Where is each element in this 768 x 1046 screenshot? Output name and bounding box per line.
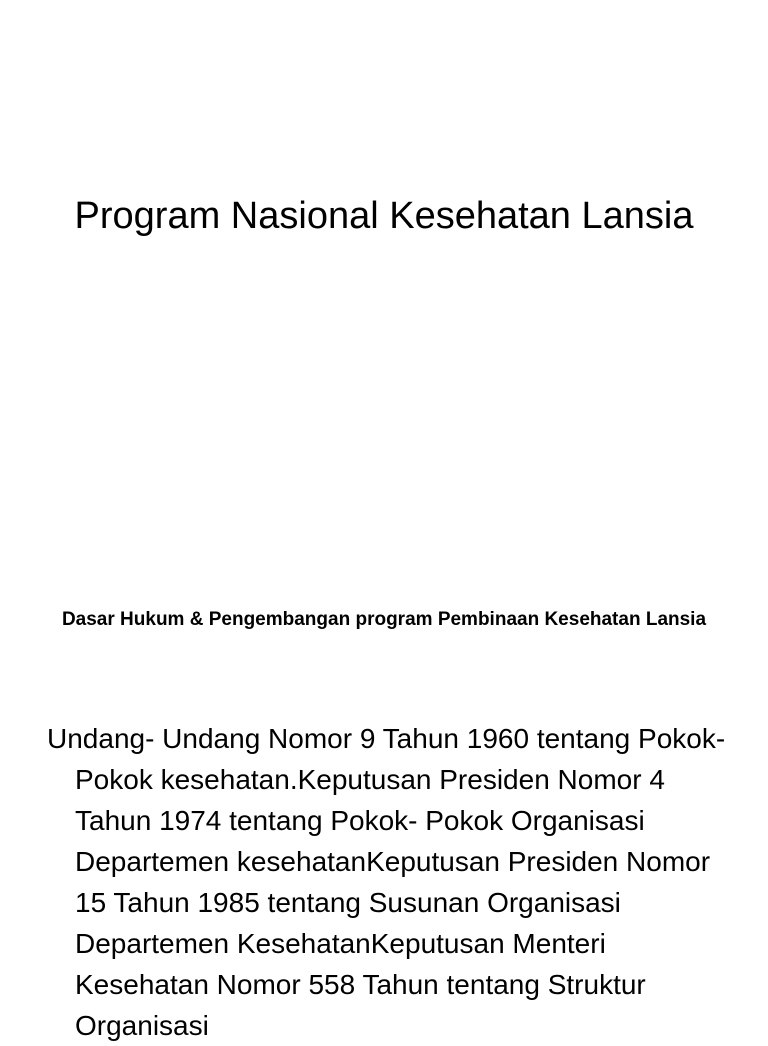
slide-subtitle: Dasar Hukum & Pengembangan program Pembinaan Kesehatan Lansia — [61, 609, 707, 630]
slide-body-text: Undang- Undang Nomor 9 Tahun 1960 tentang Pokok- Pokok kesehatan.Keputusan Presiden Nomor 4 Tahun 1974 tentang Pokok- Pokok Organisasi Departemen kesehatanKeputusan Presiden Nomor 15 Tahun 1985 tentang Susunan Organisasi Departemen KesehatanKeputusan Menteri Kesehatan Nomor 558 Tahun tentang Struktur Organisasi — [47, 723, 726, 1041]
slide-title: Program Nasional Kesehatan Lansia — [74, 195, 694, 237]
